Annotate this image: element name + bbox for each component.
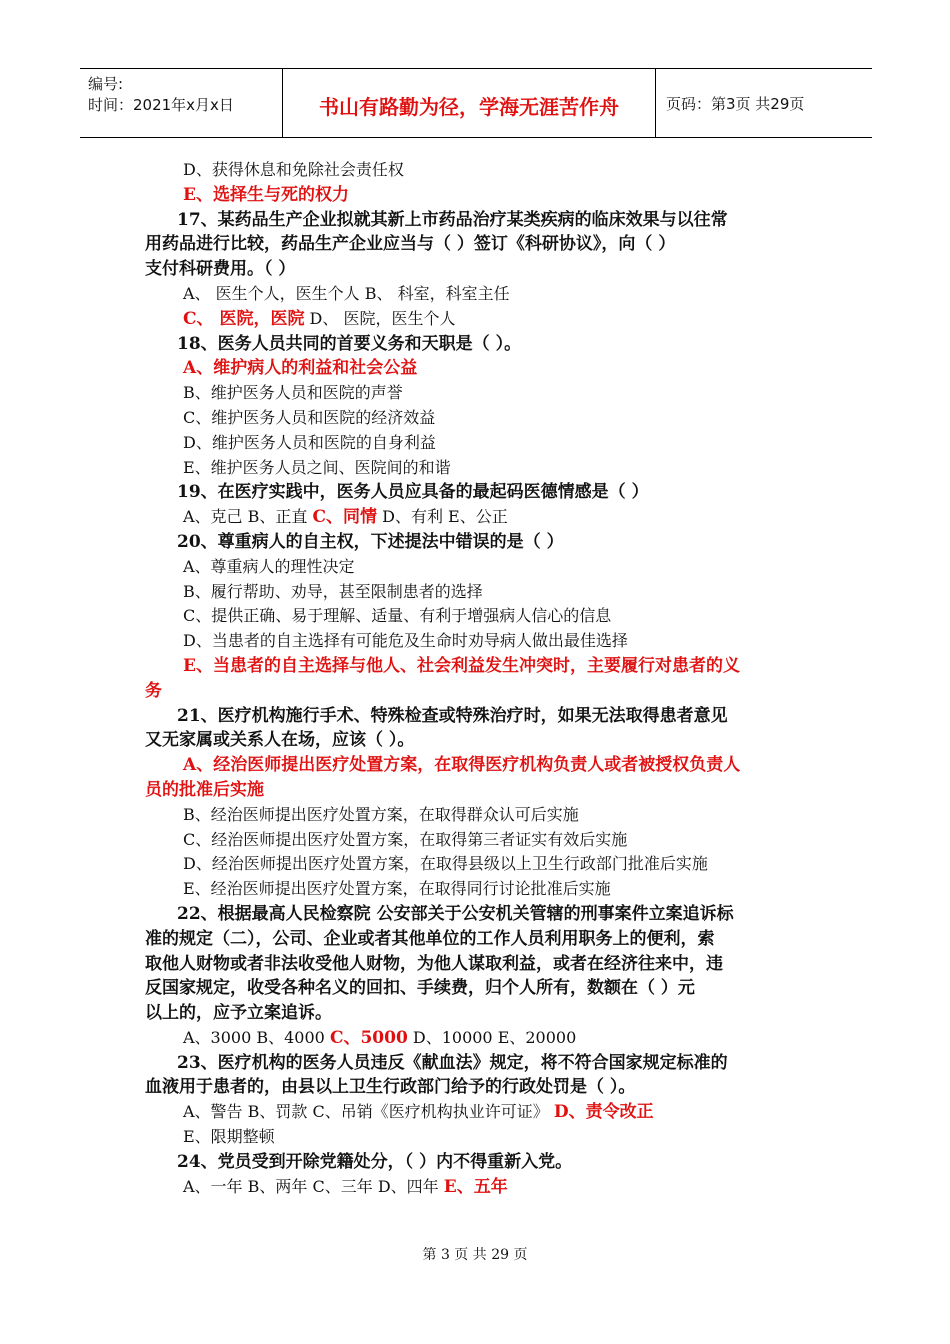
- question-line: 准的规定（二），公司、企业或者其他单位的工作人员利用职务上的便利，索: [145, 928, 715, 949]
- motto: 书山有路勤为径，学海无涯苦作舟: [319, 95, 619, 119]
- answer-line: 员的批准后实施: [145, 779, 264, 800]
- answer-line: 务: [145, 680, 162, 701]
- option-line: [145, 282, 810, 307]
- page-indicator: 页码：第3页 共29页: [666, 95, 805, 113]
- option-line: E、维护医务人员之间、医院间的和谐: [183, 457, 451, 477]
- question-line: 又无家属或关系人在场，应该（ ）。: [145, 730, 415, 751]
- option-line: [145, 1026, 810, 1051]
- option-line: [145, 1175, 810, 1200]
- option-text: A、 医生个人，医生个人 B、 科室，科室主任: [183, 283, 510, 303]
- option-line: D、获得休息和免除社会责任权: [183, 160, 404, 179]
- question-line: 22、根据最高人民检察院 公安部关于公安机关管辖的刑事案件立案追诉标: [177, 903, 734, 924]
- option-line: D、当患者的自主选择有可能危及生命时劝导病人做出最佳选择: [183, 631, 628, 651]
- correct-option: C、同情: [312, 507, 378, 528]
- option-line: E、限期整顿: [183, 1127, 275, 1147]
- question-line: 支付科研费用。（ ）: [145, 259, 296, 280]
- page-header: [80, 68, 872, 138]
- option-line: E、经治医师提出医疗处置方案，在取得同行讨论批准后实施: [183, 879, 611, 899]
- document-body: [145, 158, 810, 1199]
- question-line: 19、在医疗实践中，医务人员应具备的最起码医德情感是（ ）: [177, 482, 649, 503]
- option-line: [145, 307, 810, 332]
- option-line: [145, 505, 810, 530]
- answer-line: E、选择生与死的权力: [183, 184, 349, 205]
- header-motto-cell: [283, 69, 656, 137]
- correct-option: E、五年: [443, 1176, 508, 1197]
- option-line: D、维护医务人员和医院的自身利益: [183, 432, 436, 452]
- answer-line: E、当患者的自主选择与他人、社会利益发生冲突时，主要履行对患者的义: [183, 655, 740, 676]
- option-text: A、一年 B、两年 C、三年 D、四年: [183, 1176, 444, 1196]
- option-text: A、3000 B、4000: [183, 1027, 330, 1047]
- question-line: 取他人财物或者非法收受他人财物，为他人谋取利益，或者在经济往来中，违: [145, 953, 723, 974]
- option-line: B、履行帮助、劝导，甚至限制患者的选择: [183, 581, 483, 601]
- question-line: 20、尊重病人的自主权，下述提法中错误的是（ ）: [177, 531, 564, 552]
- option-line: C、提供正确、易于理解、适量、有利于增强病人信心的信息: [183, 606, 612, 626]
- option-text: A、克己 B、正直: [183, 507, 313, 527]
- answer-line: A、经治医师提出医疗处置方案，在取得医疗机构负责人或者被授权负责人: [183, 755, 741, 776]
- correct-option: C、 医院，医院: [183, 308, 305, 329]
- question-line: 以上的，应予立案追诉。: [145, 1003, 332, 1024]
- option-line: A、尊重病人的理性决定: [183, 556, 355, 576]
- option-line: B、维护医务人员和医院的声誉: [183, 383, 403, 403]
- option-text: D、 医院，医生个人: [304, 308, 456, 328]
- option-line: [145, 1100, 810, 1125]
- correct-option: D、责令改正: [553, 1102, 654, 1123]
- question-line: 18、医务人员共同的首要义务和天职是（ ）。: [177, 333, 522, 354]
- correct-option: C、5000: [329, 1027, 408, 1048]
- question-line: 24、党员受到开除党籍处分，（ ）内不得重新入党。: [177, 1151, 573, 1172]
- question-line: 反国家规定，收受各种名义的回扣、手续费，归个人所有，数额在（ ）元: [145, 978, 695, 999]
- time-label: 时间：2021年x月x日: [88, 96, 234, 114]
- option-line: C、经治医师提出医疗处置方案，在取得第三者证实有效后实施: [183, 829, 628, 849]
- answer-line: A、维护病人的利益和社会公益: [183, 358, 418, 379]
- option-line: B、经治医师提出医疗处置方案，在取得群众认可后实施: [183, 804, 579, 824]
- code-label: 编号:: [88, 75, 124, 93]
- question-line: 17、某药品生产企业拟就其新上市药品治疗某类疾病的临床效果与以往常: [177, 209, 728, 230]
- header-page-cell: [656, 69, 872, 137]
- page-footer: 第 3 页 共 29 页: [422, 1247, 528, 1263]
- question-line: 23、医疗机构的医务人员违反《献血法》规定，将不符合国家规定标准的: [177, 1052, 728, 1073]
- option-line: D、经治医师提出医疗处置方案，在取得县级以上卫生行政部门批准后实施: [183, 854, 708, 874]
- question-line: 21、医疗机构施行手术、特殊检查或特殊治疗时，如果无法取得患者意见: [177, 705, 728, 726]
- header-meta-cell: [80, 69, 283, 137]
- option-text: D、有利 E、公正: [377, 507, 508, 527]
- option-line: C、维护医务人员和医院的经济效益: [183, 407, 436, 427]
- question-line: 用药品进行比较，药品生产企业应当与（ ）签订《科研协议》，向（ ）: [145, 234, 676, 255]
- question-line: 血液用于患者的，由县以上卫生行政部门给予的行政处罚是（ ）。: [145, 1077, 636, 1098]
- option-text: D、10000 E、20000: [407, 1027, 577, 1047]
- option-text: A、警告 B、罚款 C、吊销《医疗机构执业许可证》: [183, 1102, 554, 1122]
